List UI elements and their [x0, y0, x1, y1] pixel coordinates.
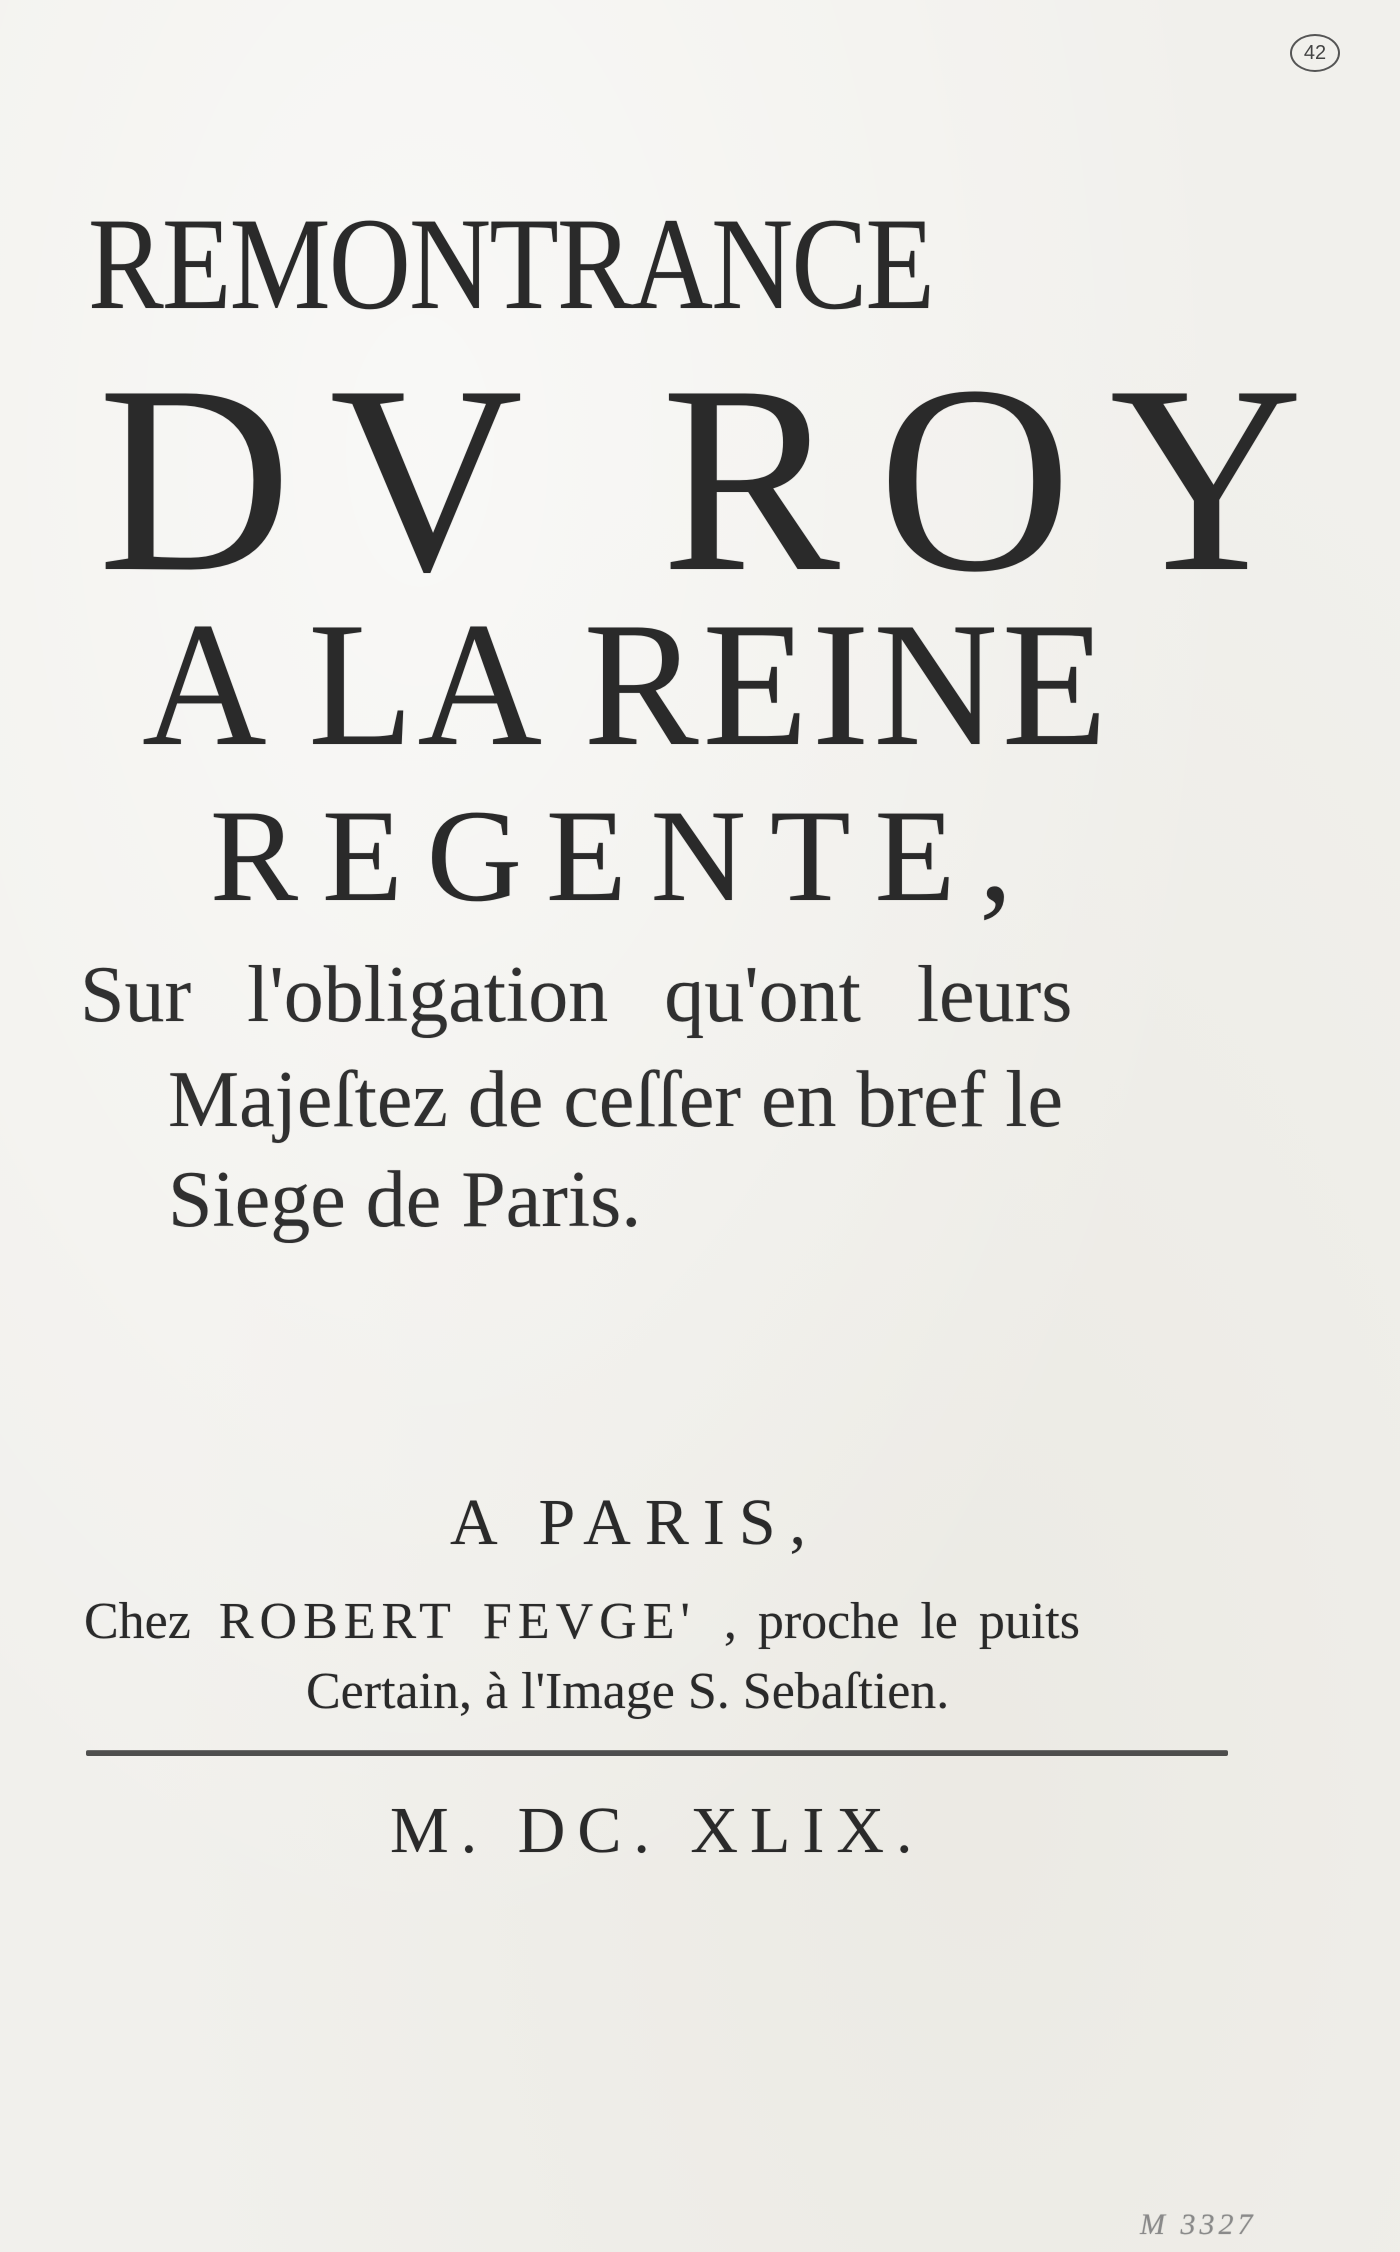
- horizontal-rule: [86, 1750, 1228, 1756]
- title-line-4: REGENTE,: [210, 782, 1037, 929]
- subtitle-line-2: Majeſtez de ceſſer en bref le: [168, 1056, 1063, 1144]
- title-line-2: DV ROY: [98, 330, 1342, 627]
- subtitle-line-3: Siege de Paris.: [168, 1156, 642, 1244]
- page-number-stamp: 42: [1290, 34, 1340, 72]
- title-line-1: REMONTRANCE: [88, 190, 934, 337]
- subtitle-line-1: Sur l'obligation qu'ont leurs: [80, 951, 1073, 1039]
- shelfmark: M 3327: [1140, 2208, 1257, 2241]
- publisher-name: ROBERT FEVGE': [218, 1593, 696, 1650]
- publisher-suffix: , proche le puits: [723, 1593, 1080, 1650]
- imprint-address: Certain, à l'Image S. Sebaſtien.: [306, 1663, 950, 1720]
- title-line-3: A LA REINE: [142, 585, 1112, 783]
- imprint-date: M. DC. XLIX.: [390, 1794, 925, 1867]
- imprint-publisher-line: [84, 1593, 1080, 1650]
- publisher-prefix: Chez: [84, 1593, 191, 1650]
- imprint-place: A PARIS,: [450, 1486, 821, 1559]
